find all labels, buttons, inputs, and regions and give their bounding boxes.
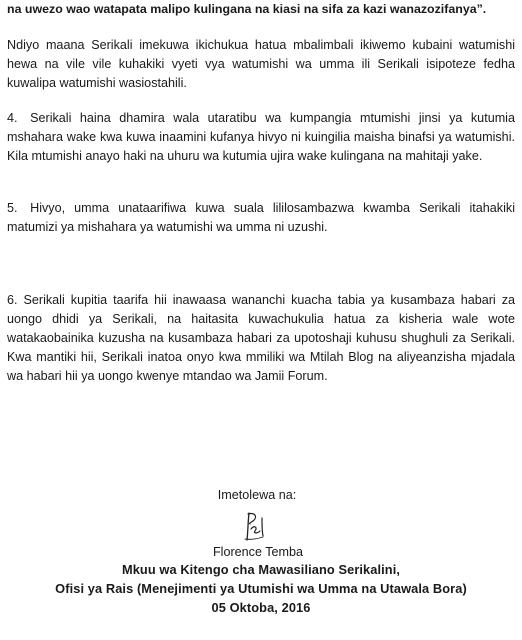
- handwritten-signature: [241, 509, 271, 543]
- signer-name: Florence Temba: [212, 545, 304, 559]
- issued-by-label: Imetolewa na:: [217, 488, 297, 502]
- document-date: 05 Oktoba, 2016: [211, 600, 311, 615]
- paragraph-6: 6. Serikali kupitia taarifa hii inawaasa wananchi kuacha tabia ya kusambaza habari za uongo dhidi ya Serikali, na haitasita kuwachukulia hatua za kisheria wale wote watakaobainika kuzusha na kusambaza habari za upotoshaji kuhusu shughuli za Serikali. Kwa mantiki hii, Serikali inatoa onyo kwa mmiliki wa Mtilah Blog na aliyeanzisha mjadala wa habari hii ya uongo kwenye mtandao wa Jamii Forum.: [7, 293, 515, 383]
- signer-office: Ofisi ya Rais (Menejimenti ya Utumishi wa Umma na Utawala Bora): [55, 581, 467, 596]
- signer-title: Mkuu wa Kitengo cha Mawasiliano Serikalini,: [121, 562, 401, 577]
- quote-continuation: na uwezo wao watapata malipo kulingana na kiasi na sifa za kazi wanazozifanya”.: [7, 2, 487, 16]
- signature-block: [0, 487, 522, 617]
- paragraph-5: 5. Hivyo, umma unataarifiwa kuwa suala lililosambazwa kwamba Serikali itahakiki matumizi ya mishahara ya watumishi wa umma ni uzushi.: [7, 201, 515, 234]
- paragraph-ndiyo-maana: Ndiyo maana Serikali imekuwa ikichukua hatua mbalimbali ikiwemo kubaini watumishi hewa na vile vile kuhakiki vyeti vya watumishi wa umma ili Serikali isipoteze fedha kuwalipa watumishi wasiostahili.: [7, 38, 515, 90]
- paragraph-4: 4. Serikali haina dhamira wala utaratibu wa kumpangia mtumishi jinsi ya kutumia mshahara wake kwa kuwa inaamini kufanya hivyo ni kuingilia maisha binafsi ya watumishi. Kila mtumishi anayo haki na uhuru wa kutumia ujira wake kulingana na mahitaji yake.: [7, 111, 515, 163]
